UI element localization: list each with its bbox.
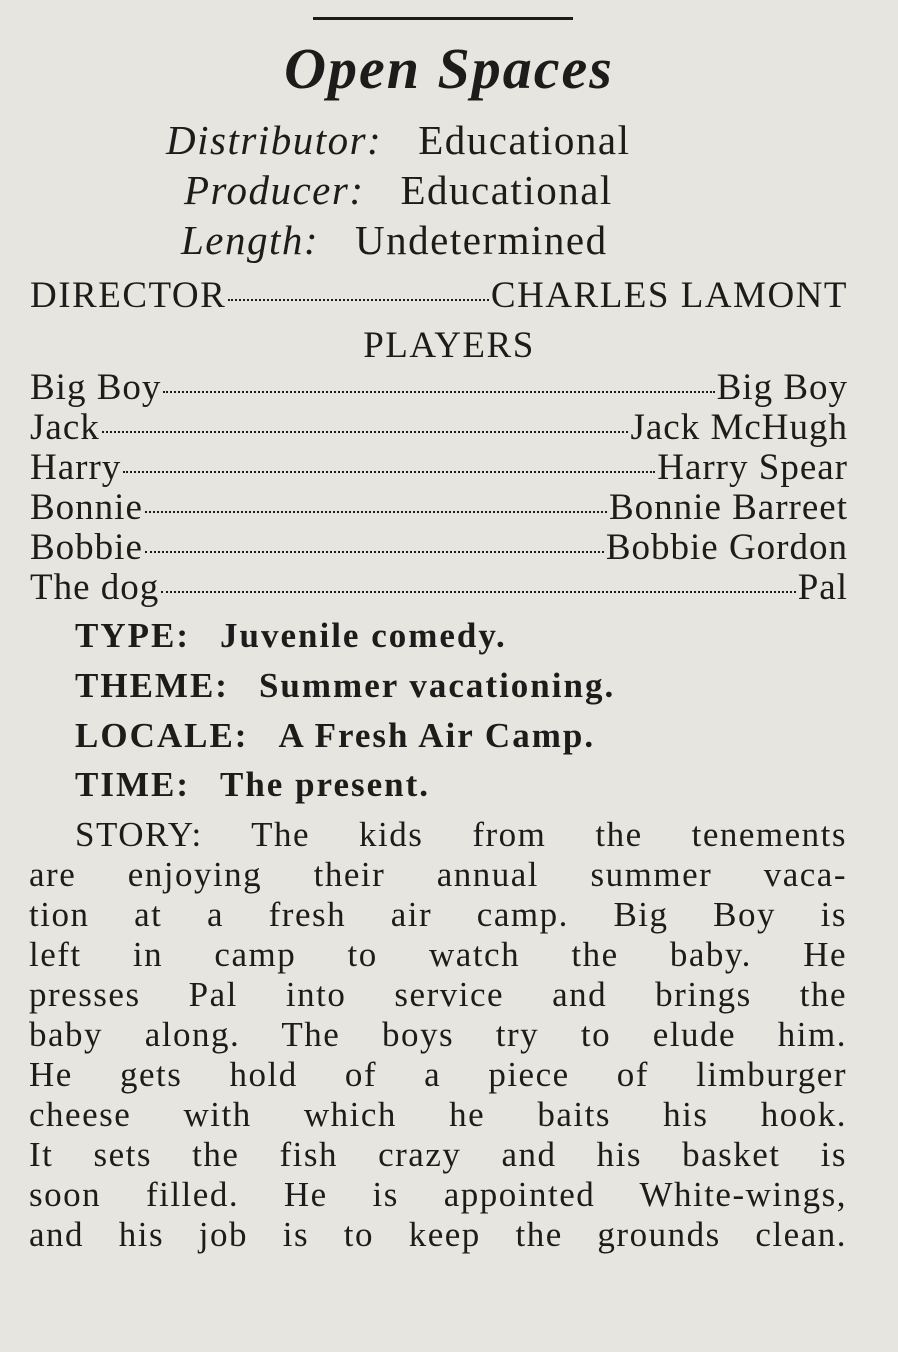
cast-row (30, 568, 848, 608)
cast-role: Bobbie (30, 527, 143, 568)
cast-actor: Big Boy (716, 367, 848, 408)
info-value: Juvenile comedy. (220, 616, 507, 655)
credit-label: Length: (181, 217, 320, 263)
director-name: CHARLES LAMONT (490, 275, 848, 316)
info-time (75, 765, 430, 805)
story-line: It sets the fish crazy and his basket is (29, 1135, 847, 1174)
story-line: STORY: The kids from the tenements (75, 815, 848, 854)
story-line: baby along. The boys try to elude him. (29, 1015, 847, 1054)
cast-row (30, 488, 848, 528)
story-line: He gets hold of a piece of limburger (29, 1055, 847, 1094)
cast-role: The dog (30, 567, 160, 608)
info-label: TIME: (75, 765, 190, 804)
info-label: THEME: (75, 666, 229, 705)
dot-leader (163, 391, 714, 393)
credit-label: Producer: (184, 167, 365, 213)
info-locale (75, 716, 595, 756)
cast-row (30, 528, 848, 568)
cast-role: Big Boy (30, 367, 162, 408)
film-title: Open Spaces (284, 36, 614, 101)
info-value: The present. (220, 765, 431, 804)
story-line: left in camp to watch the baby. He (29, 935, 847, 974)
credit-length (181, 216, 608, 264)
dot-leader (123, 471, 655, 473)
story-paragraph (29, 815, 847, 1255)
cast-actor: Bobbie Gordon (605, 527, 848, 568)
credit-value: Educational (418, 117, 631, 163)
cast-row (30, 368, 848, 408)
info-type (75, 616, 507, 656)
story-line: tion at a fresh air camp. Big Boy is (29, 895, 847, 934)
dot-leader (145, 551, 604, 553)
cast-actor: Pal (797, 567, 848, 608)
credit-value: Undetermined (355, 217, 608, 263)
cast-row (30, 448, 848, 488)
credit-distributor (166, 116, 631, 164)
info-value: A Fresh Air Camp. (278, 716, 596, 755)
director-label: DIRECTOR (30, 275, 227, 316)
cast-actor: Jack McHugh (630, 407, 848, 448)
players-heading: PLAYERS (363, 325, 535, 366)
dot-leader (102, 431, 629, 433)
credit-label: Distributor: (166, 117, 383, 163)
cast-row (30, 408, 848, 448)
story-line: soon filled. He is appointed White-wings, (29, 1175, 847, 1214)
credit-producer (184, 166, 613, 214)
story-line: cheese with which he baits his hook. (29, 1095, 847, 1134)
info-theme (75, 666, 615, 706)
story-line: presses Pal into service and brings the (29, 975, 847, 1014)
cast-actor: Bonnie Barreet (609, 487, 848, 528)
credit-value: Educational (400, 167, 613, 213)
story-line: are enjoying their annual summer vaca- (29, 855, 847, 894)
cast-role: Harry (30, 447, 122, 488)
info-label: LOCALE: (75, 716, 249, 755)
story-line: and his job is to keep the grounds clean. (29, 1215, 847, 1254)
director-line (30, 276, 848, 316)
info-value: Summer vacationing. (258, 666, 616, 705)
dot-leader (161, 591, 795, 593)
cast-role: Jack (30, 407, 100, 448)
cast-actor: Harry Spear (657, 447, 848, 488)
dot-leader (228, 299, 489, 301)
top-rule (313, 17, 573, 20)
cast-role: Bonnie (30, 487, 143, 528)
dot-leader (145, 511, 607, 513)
info-label: TYPE: (75, 616, 190, 655)
story-label: STORY: (75, 815, 203, 854)
